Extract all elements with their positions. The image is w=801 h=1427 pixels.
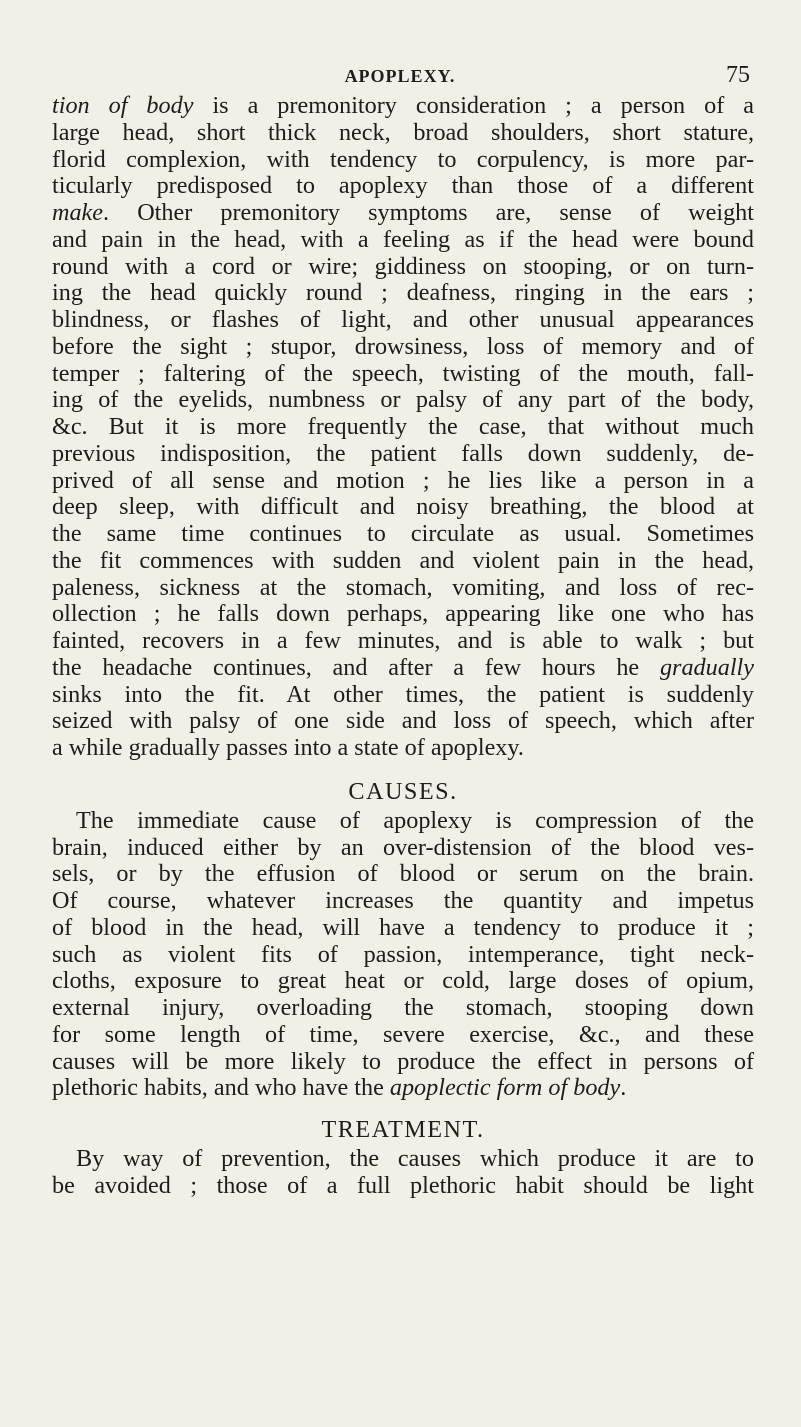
- text-line: [52, 808, 754, 835]
- text-line: [52, 1049, 754, 1076]
- text-line: [52, 1173, 754, 1200]
- text-run: the same time continues to circulate as usual. Sometimes: [52, 520, 754, 547]
- text-run: be avoided ; those of a full plethoric habit should be light: [52, 1171, 754, 1199]
- text-run: and pain in the head, with a feeling as if the head were bound: [52, 225, 754, 253]
- section-heading-treatment: TREATMENT.: [321, 1116, 485, 1143]
- italic-text: apoplectic form of body: [389, 1074, 621, 1102]
- paragraph-symptoms: [52, 93, 754, 762]
- text-line: [52, 254, 754, 281]
- text-run: florid complexion, with tendency to corpulency, is more par-: [52, 145, 754, 173]
- text-run: sinks into the fit. At other times, the patient is suddenly: [52, 680, 754, 708]
- text-line: [52, 682, 754, 709]
- text-line: [52, 227, 754, 254]
- text-line: [52, 628, 754, 655]
- text-line: [52, 708, 754, 735]
- text-run: By way of prevention, the causes which produce it are to: [76, 1145, 754, 1172]
- text-line: [52, 93, 754, 120]
- text-run: Of course, whatever increases the quantity and impetus: [52, 887, 754, 914]
- text-run: deep sleep, with difficult and noisy breathing, the blood at: [52, 493, 754, 521]
- text-run: for some length of time, severe exercise, &c., and these: [52, 1020, 754, 1048]
- text-line: [52, 307, 754, 334]
- text-run: of blood in the head, will have a tendency to produce it ;: [52, 913, 754, 941]
- text-run: round with a cord or wire; giddiness on stooping, or on turn-: [52, 252, 754, 280]
- text-run: ing of the eyelids, numbness or palsy of any part of the body,: [52, 386, 754, 414]
- italic-text: tion of body: [52, 92, 194, 119]
- text-run: such as violent fits of passion, intemperance, tight neck-: [52, 940, 754, 968]
- text-run: blindness, or flashes of light, and other unusual appearances: [52, 306, 754, 333]
- text-run: paleness, sickness at the stomach, vomiting, and loss of rec-: [52, 573, 754, 601]
- text-run: temper ; faltering of the speech, twisting of the mouth, fall-: [52, 359, 754, 387]
- text-line: [52, 835, 754, 862]
- text-line: [52, 968, 754, 995]
- running-head-title: APOPLEXY.: [344, 66, 456, 86]
- text-line: [52, 120, 754, 147]
- body-text: [52, 93, 754, 1200]
- text-line: [52, 1022, 754, 1049]
- page-number: 75: [726, 62, 750, 88]
- text-run: is a premonitory consideration ; a person of a: [193, 92, 754, 119]
- text-run: causes will be more likely to produce the effect in persons of: [52, 1047, 754, 1075]
- text-run: the headache continues, and after a few hours he: [52, 653, 660, 681]
- text-line: [52, 334, 754, 361]
- text-run: before the sight ; stupor, drowsiness, loss of memory and of: [52, 332, 754, 360]
- text-run: external injury, overloading the stomach, stooping down: [52, 994, 754, 1021]
- text-line: [52, 468, 754, 495]
- text-line: [52, 147, 754, 174]
- text-run: The immediate cause of apoplexy is compression of the: [76, 806, 754, 834]
- section-heading-causes: CAUSES.: [348, 777, 458, 805]
- text-line: [52, 735, 754, 762]
- text-run: prived of all sense and motion ; he lies like a person in a: [52, 466, 754, 494]
- text-run: ticularly predisposed to apoplexy than those of a different: [52, 172, 754, 200]
- text-line: [52, 494, 754, 521]
- text-line: [52, 575, 754, 602]
- text-line: [52, 361, 754, 388]
- italic-text: gradually: [659, 653, 754, 681]
- text-run: large head, short thick neck, broad shoulders, short stature,: [52, 118, 754, 146]
- text-line: [52, 861, 754, 888]
- text-line: [52, 888, 754, 915]
- text-run: cloths, exposure to great heat or cold, large doses of opium,: [52, 967, 754, 995]
- text-run: a while gradually passes into a state of apoplexy.: [52, 734, 524, 761]
- paragraph-causes: [52, 808, 754, 1102]
- text-line: [52, 942, 754, 969]
- text-line: [52, 414, 754, 441]
- paragraph-treatment: [52, 1146, 754, 1200]
- text-line: [52, 200, 754, 227]
- text-line: [52, 441, 754, 468]
- text-line: [52, 1146, 754, 1173]
- text-line: [52, 655, 754, 682]
- text-line: [52, 915, 754, 942]
- running-head: [50, 62, 750, 92]
- text-run: sels, or by the effusion of blood or serum on the brain.: [52, 860, 754, 888]
- text-line: [52, 601, 754, 628]
- text-line: [52, 995, 754, 1022]
- text-run: plethoric habits, and who have the: [52, 1074, 390, 1102]
- text-run: seized with palsy of one side and loss of speech, which after: [52, 707, 754, 735]
- text-line: [52, 280, 754, 307]
- text-run: &c. But it is more frequently the case, that without much: [52, 413, 754, 440]
- text-run: fainted, recovers in a few minutes, and is able to walk ; but: [52, 627, 754, 654]
- text-line: [52, 521, 754, 548]
- text-run: ollection ; he falls down perhaps, appearing like one who has: [52, 600, 754, 628]
- text-run: . Other premonitory symptoms are, sense of weight: [103, 199, 754, 226]
- text-line: [52, 173, 754, 200]
- text-line: [52, 548, 754, 575]
- text-run: the fit commences with sudden and violent pain in the head,: [52, 546, 754, 574]
- text-run: previous indisposition, the patient falls down suddenly, de-: [52, 439, 754, 467]
- text-run: ing the head quickly round ; deafness, ringing in the ears ;: [52, 279, 754, 307]
- italic-text: make: [52, 199, 104, 226]
- text-line: [52, 1075, 754, 1102]
- text-line: [52, 387, 754, 414]
- text-run: .: [620, 1074, 627, 1102]
- text-run: brain, induced either by an over-distension of the blood ves-: [52, 833, 754, 861]
